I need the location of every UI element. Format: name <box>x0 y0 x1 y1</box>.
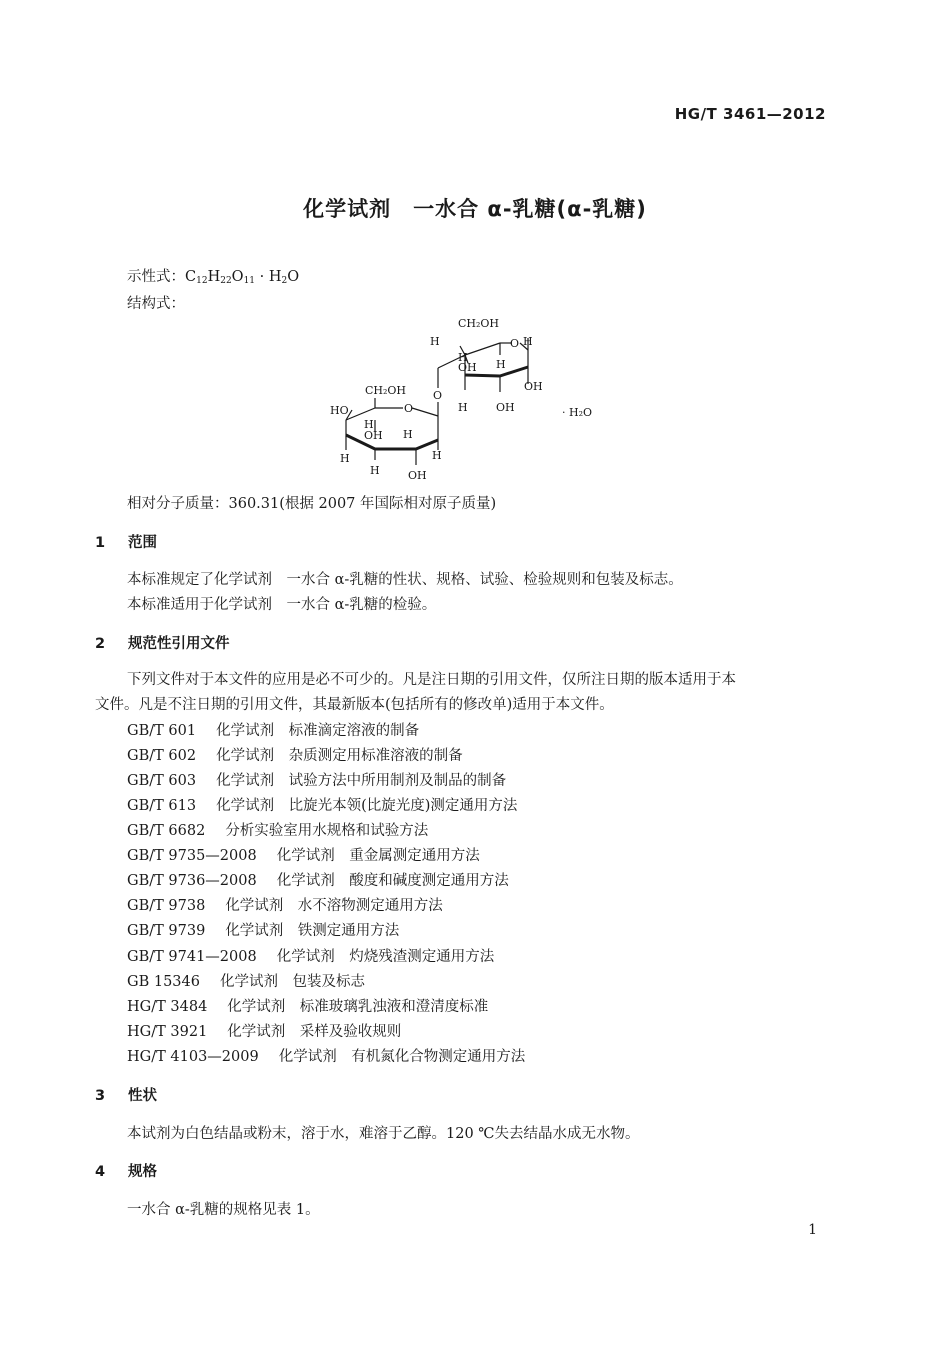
reference-code: GB/T 603 <box>127 773 197 789</box>
lower-ring-h3: H <box>432 449 442 462</box>
reference-item <box>127 744 483 765</box>
lower-ring-h4: H <box>340 452 350 465</box>
molecular-mass: 相对分子质量：360.31(根据 2007 年国际相对原子质量) <box>127 496 497 512</box>
hydrate-label: · H₂O <box>562 406 593 419</box>
reference-item <box>127 945 514 966</box>
formula-prefix: 示性式： <box>127 269 185 285</box>
scope-line-1: 本标准规定了化学试剂 一水合 α-乳糖的性状、规格、试验、检验规则和包装及标志。 <box>127 572 683 588</box>
structure-label: 结构式： <box>127 296 185 312</box>
formula-c: C <box>185 269 197 285</box>
upper-ring-h1: H <box>430 335 440 348</box>
upper-ring-oh1: OH <box>458 361 477 374</box>
reference-code: HG/T 3484 <box>127 999 208 1015</box>
reference-item <box>127 719 439 740</box>
reference-code: GB/T 9735—2008 <box>127 848 257 864</box>
lower-ring-oh2: OH <box>408 469 427 482</box>
section-1-title: 范围 <box>128 535 157 551</box>
upper-ring-oh2: OH <box>524 380 543 393</box>
lower-ring-ho: HO <box>330 404 349 417</box>
specification-text: 一水合 α-乳糖的规格见表 1。 <box>127 1202 320 1218</box>
page-title: 化学试剂 一水合 α-乳糖(α-乳糖) <box>303 197 647 221</box>
section-4-heading <box>95 1160 157 1181</box>
reference-title: 化学试剂 比旋光本领(比旋光度)测定通用方法 <box>216 798 518 814</box>
formula-water-o: O <box>287 269 300 285</box>
reference-title: 化学试剂 酸度和碱度测定通用方法 <box>276 873 509 889</box>
reference-title: 化学试剂 铁测定通用方法 <box>225 923 400 939</box>
reference-item <box>127 995 508 1016</box>
reference-title: 化学试剂 试验方法中所用制剂及制品的制备 <box>216 773 507 789</box>
lower-ring-h5: H <box>370 464 380 477</box>
upper-ring-ch2oh: CH₂OH <box>458 317 500 330</box>
reference-code: GB/T 9741—2008 <box>127 949 257 965</box>
formula-h-count: 22 <box>220 276 232 286</box>
reference-item <box>127 794 537 815</box>
reference-code: GB/T 613 <box>127 798 197 814</box>
reference-title: 化学试剂 采样及验收规则 <box>227 1024 402 1040</box>
reference-title: 化学试剂 标准滴定溶液的制备 <box>216 723 420 739</box>
reference-code: GB/T 6682 <box>127 823 206 839</box>
upper-ring-h2: H <box>523 335 533 348</box>
reference-title: 化学试剂 标准玻璃乳浊液和澄清度标准 <box>227 999 489 1015</box>
reference-code: GB/T 9738 <box>127 898 206 914</box>
reference-code: GB 15346 <box>127 974 200 990</box>
lower-ring-ch2oh: CH₂OH <box>365 384 407 397</box>
section-3-number: 3 <box>95 1088 106 1104</box>
reference-title: 化学试剂 包装及标志 <box>219 974 365 990</box>
document-code: HG/T 3461—2012 <box>674 105 826 123</box>
page-number: 1 <box>808 1222 817 1238</box>
reference-code: GB/T 9739 <box>127 923 206 939</box>
reference-item <box>127 919 419 940</box>
formula-dot: · <box>255 269 269 285</box>
reference-item <box>127 819 448 840</box>
section-3-heading <box>95 1084 157 1105</box>
lower-ring-h2: H <box>403 428 413 441</box>
section-4-number: 4 <box>95 1164 106 1180</box>
reference-title: 化学试剂 重金属测定通用方法 <box>276 848 480 864</box>
reference-item <box>127 1020 421 1041</box>
reference-code: GB/T 602 <box>127 748 197 764</box>
reference-code: HG/T 3921 <box>127 1024 208 1040</box>
references-intro-line-1: 下列文件对于本文件的应用是必不可少的。凡是注日期的引用文件，仅所注日期的版本适用于本 <box>127 672 736 688</box>
reference-title: 化学试剂 灼烧残渣测定通用方法 <box>276 949 495 965</box>
formula-o: O <box>231 269 244 285</box>
formula-line <box>127 265 299 286</box>
reference-code: GB/T 9736—2008 <box>127 873 257 889</box>
reference-code: GB/T 601 <box>127 723 197 739</box>
reference-title: 化学试剂 有机氮化合物测定通用方法 <box>278 1049 526 1065</box>
reference-title: 化学试剂 杂质测定用标准溶液的制备 <box>216 748 463 764</box>
upper-ring-h4: H <box>496 358 506 371</box>
upper-ring-oxygen: O <box>510 337 520 350</box>
section-2-heading <box>95 632 230 653</box>
upper-ring-h5: H <box>458 401 468 414</box>
lower-ring-oh1: OH <box>364 429 383 442</box>
reference-title: 化学试剂 水不溶物测定通用方法 <box>225 898 443 914</box>
formula-h: H <box>207 269 221 285</box>
reference-code: HG/T 4103—2009 <box>127 1049 259 1065</box>
lower-ring-oxygen: O <box>404 402 414 415</box>
reference-item <box>127 970 385 991</box>
reference-item <box>127 1045 545 1066</box>
reference-item <box>127 844 500 865</box>
references-intro-line-2: 文件。凡是不注日期的引用文件，其最新版本(包括所有的修改单)适用于本文件。 <box>95 697 614 713</box>
reference-item <box>127 869 529 890</box>
reference-title: 分析实验室用水规格和试验方法 <box>225 823 429 839</box>
scope-line-2: 本标准适用于化学试剂 一水合 α-乳糖的检验。 <box>127 597 437 613</box>
section-2-title: 规范性引用文件 <box>128 636 230 652</box>
section-3-title: 性状 <box>128 1088 157 1104</box>
reference-item <box>127 894 463 915</box>
lower-ring-h1: H <box>364 418 374 431</box>
upper-ring-oh3: OH <box>496 401 515 414</box>
section-1-heading <box>95 531 157 552</box>
section-1-number: 1 <box>95 535 106 551</box>
formula-water-h: H <box>268 269 282 285</box>
section-2-number: 2 <box>95 636 106 652</box>
section-4-title: 规格 <box>128 1164 157 1180</box>
properties-text: 本试剂为白色结晶或粉末，溶于水，难溶于乙醇。120 ℃失去结晶水成无水物。 <box>127 1126 640 1142</box>
formula-o-count: 11 <box>243 276 256 286</box>
formula-water-count: 2 <box>281 276 288 286</box>
glycosidic-oxygen: O <box>433 389 443 402</box>
upper-ring-h3: H <box>458 351 468 364</box>
formula-c-count: 12 <box>196 276 208 286</box>
structure-diagram <box>320 310 610 490</box>
reference-item <box>127 769 526 790</box>
